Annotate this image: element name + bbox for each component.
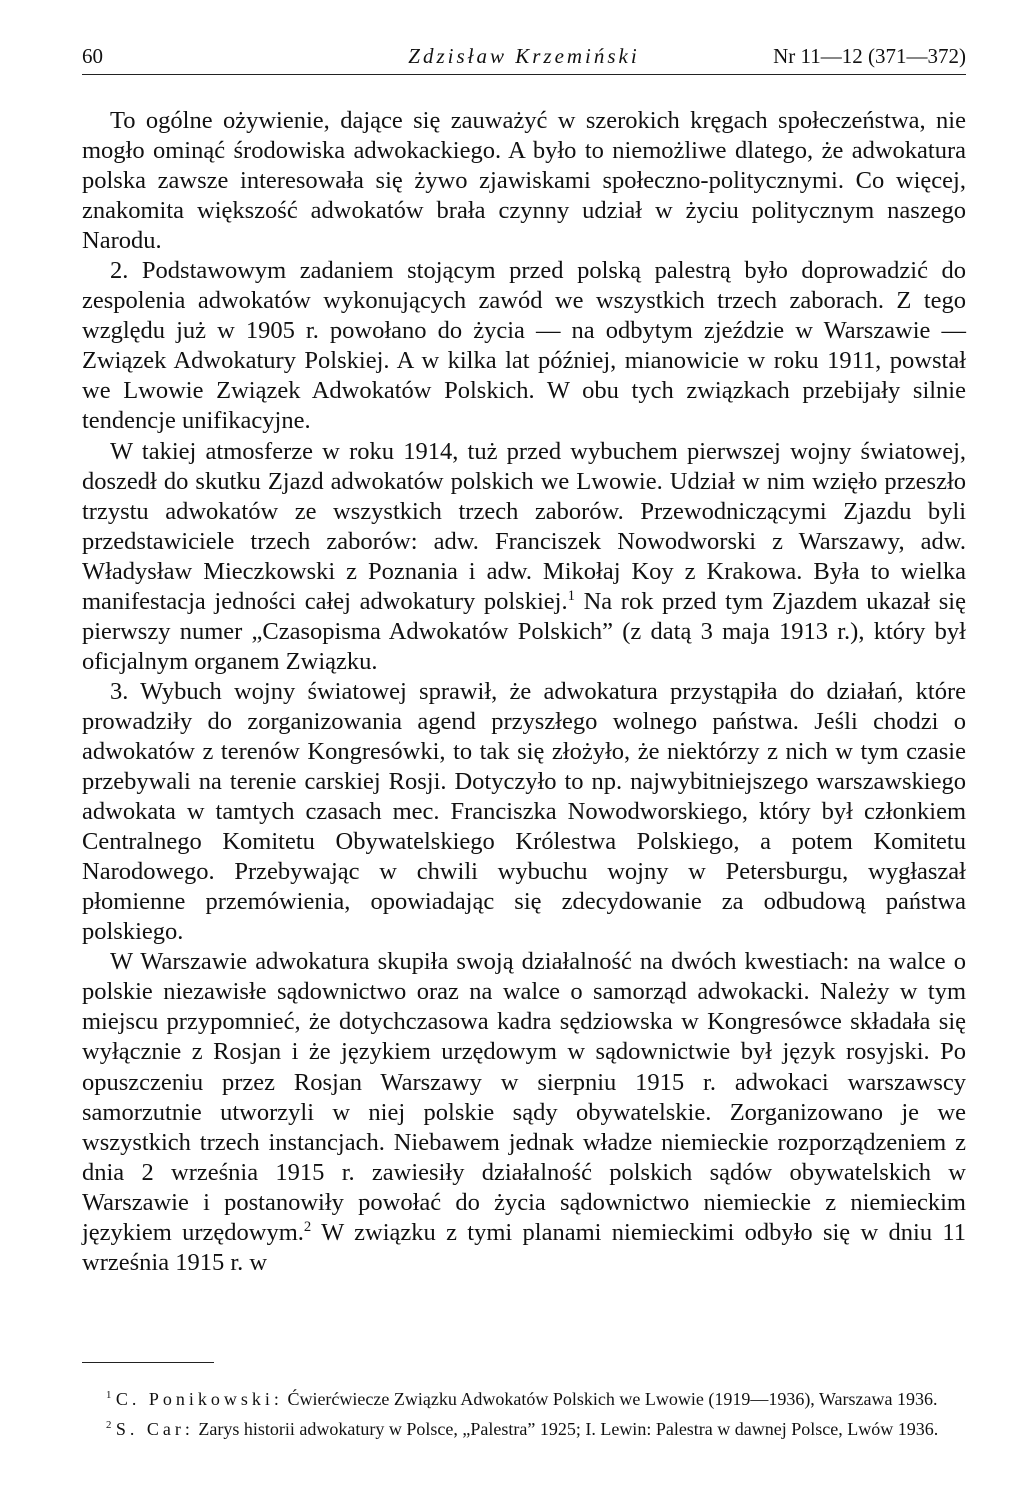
- page-number: 60: [82, 44, 103, 68]
- paragraph: [82, 437, 966, 677]
- article-body: [82, 106, 966, 1278]
- paragraph-text: W Warszawie adwokatura skupiła swoją działalność na dwóch kwestiach: na walce o polskie niezawisłe sądownictwo oraz na walce o samorząd adwokacki. Należy w tym miejscu przypomnieć, że dotychczasowa kadra sędziowska w Kongresówce składała się wyłącznie z Rosjan i że językiem urzędowym w sądownictwie był język rosyjski. Po opuszczeniu przez Rosjan Warszawy w sierpniu 1915 r. adwokaci warszawscy samorzutnie utworzyli w niej polskie sądy obywatelskie. Zorganizowano je we wszystkich trzech instancjach. Niebawem jednak władze niemieckie rozporządzeniem z dnia 2 września 1915 r. zawiesiły działalność polskich sądów obywatelskich w Warszawie i postanowiły powołać do życia sądownictwo niemieckie z niemieckim językiem urzędowym.: [82, 948, 966, 1246]
- paragraph: 3. Wybuch wojny światowej sprawił, że adwokatura przystąpiła do działań, które prowadziły do zorganizowania agend przyszłego wolnego państwa. Jeśli chodzi o adwokatów z terenów Kongresówki, to tak się złożyło, że niektórzy z nich w tym czasie przebywali na terenie carskiej Rosji. Dotyczyło to np. najwybitniejszego warszawskiego adwokata w tamtych czasach mec. Franciszka Nowodworskiego, który był członkiem Centralnego Komitetu Obywatelskiego Królestwa Polskiego, a potem Komitetu Narodowego. Przebywając w chwili wybuchu wojny w Petersburgu, wygłaszał płomienne przemówienia, opowiadając się zdecydowanie za odbudową państwa polskiego.: [82, 677, 966, 946]
- footnote: [82, 1386, 966, 1412]
- paragraph: To ogólne ożywienie, dające się zauważyć w szerokich kręgach społeczeństwa, nie mogło ominąć środowiska adwokackiego. A było to niemożliwe dlatego, że adwokatura polska zawsze interesowała się żywo zjawiskami społeczno-politycznymi. Co więcej, znakomita większość adwokatów brała czynny udział w życiu politycznym naszego Narodu.: [82, 107, 966, 255]
- paragraph-text: W takiej atmosferze w roku 1914, tuż przed wybuchem pierwszej wojny światowej, doszedł do skutku Zjazd adwokatów polskich we Lwowie. Udział w nim wzięło przeszło trzystu adwokatów ze wszystkich trzech zaborów. Przewodniczącymi Zjazdu byli przedstawiciele trzech zaborów: adw. Franciszek Nowodworski z Warszawy, adw. Władysław Mieczkowski z Poznania i adw. Mikołaj Koy z Krakowa. Była to wielka manifestacja jedności całej adwokatury polskiej.: [82, 437, 966, 615]
- footnote-mark: 2: [106, 1419, 112, 1431]
- paragraph-text: W związku z tymi planami niemieckimi odbyło się w dniu 11 września 1915 r. w: [82, 1218, 966, 1276]
- footnote-author: C. Ponikowski:: [115, 1389, 283, 1409]
- running-author: Zdzisław Krzemiński: [408, 44, 640, 68]
- running-header: [82, 40, 966, 75]
- footnote-mark: 1: [106, 1389, 112, 1401]
- footnote-ref: 1: [567, 587, 575, 604]
- footnote-divider: [82, 1362, 214, 1363]
- footnotes: [82, 1386, 966, 1446]
- footnote-text: Ćwierćwiecze Związku Adwokatów Polskich we Lwowie (1919—1936), Warszawa 1936.: [287, 1389, 938, 1409]
- issue-number: Nr 11—12 (371—372): [773, 44, 966, 68]
- paragraph: 2. Podstawowym zadaniem stojącym przed polską palestrą było doprowadzić do zespolenia adwokatów wykonujących zawód we wszystkich trzech zaborach. Z tego względu już w 1905 r. powołano do życia — na odbytym zjeździe w Warszawie — Związek Adwokatury Polskiej. A w kilka lat później, mianowicie w roku 1911, powstał we Lwowie Związek Adwokatów Polskich. W obu tych związkach przebijały silnie tendencje unifikacyjne.: [82, 257, 966, 435]
- paragraph-text: Na rok przed tym Zjazdem ukazał się pierwszy numer „Czasopisma Adwokatów Polskich” (z datą 3 maja 1913 r.), który był oficjalnym organem Związku.: [82, 587, 966, 675]
- footnote-text: Zarys historii adwokatury w Polsce, „Palestra” 1925; I. Lewin: Palestra w dawnej Polsce, Lwów 1936.: [198, 1419, 939, 1439]
- footnote-ref: 2: [303, 1218, 312, 1235]
- footnote-author: S. Car:: [115, 1419, 194, 1439]
- footnote: [82, 1416, 966, 1442]
- paragraph: [82, 947, 966, 1278]
